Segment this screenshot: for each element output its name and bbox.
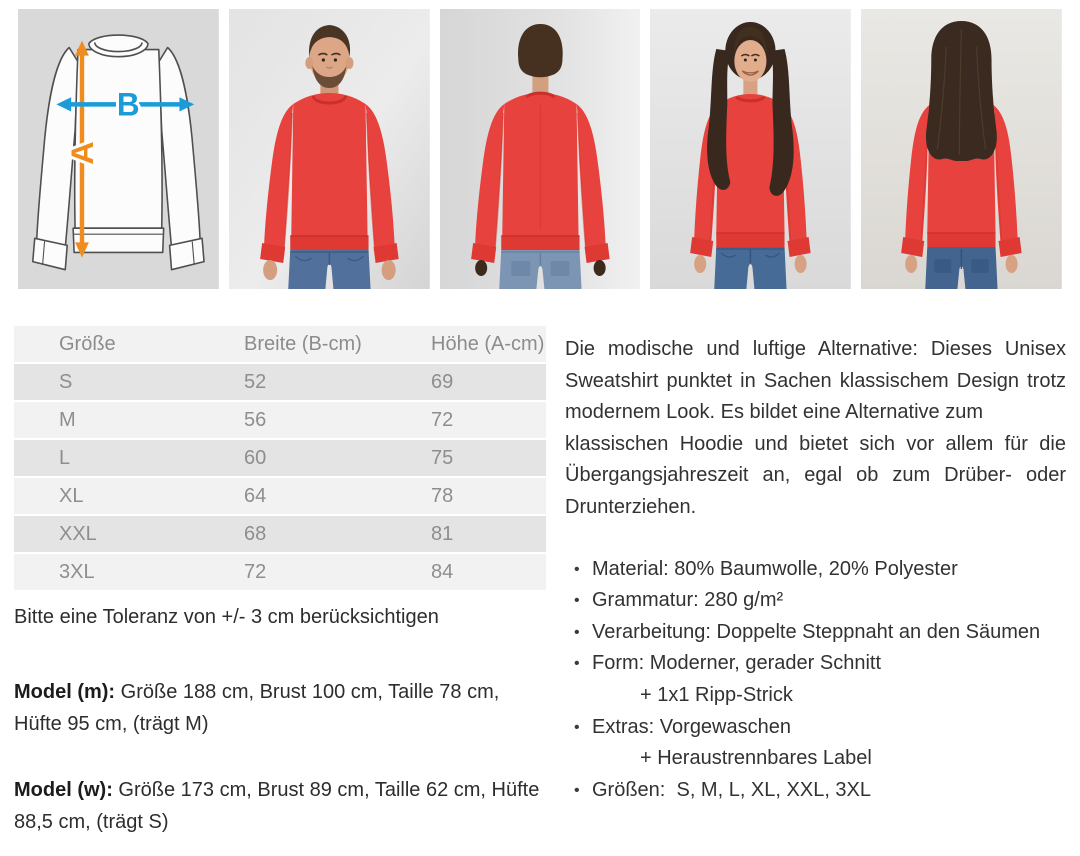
size-chart-row	[14, 364, 546, 402]
width-cell: 56	[244, 402, 431, 440]
feature-text: Form: Moderner, gerader Schnitt	[592, 652, 882, 675]
feature-item	[565, 648, 1066, 711]
width-cell: 60	[244, 440, 431, 478]
height-cell: 78	[431, 478, 546, 516]
width-label: B	[116, 86, 140, 123]
product-image-gallery	[0, 0, 1080, 289]
width-cell: 72	[244, 554, 431, 592]
feature-text: Grammatur: 280 g/m²	[592, 589, 784, 612]
description-line: Sweatshirt punktet in Sachen klassischem Design trotz	[565, 369, 1066, 392]
height-column-header: Höhe (A-cm)	[431, 326, 546, 364]
size-cell: S	[14, 364, 244, 402]
height-cell: 72	[431, 402, 546, 440]
size-cell: XXL	[14, 516, 244, 554]
description-line: Drunterziehen.	[565, 495, 697, 518]
size-info-column	[14, 326, 546, 838]
description-line: Übergangsjahreszeit an, egal ob zum Drüber- oder	[565, 464, 1066, 487]
sweatshirt-outline	[33, 35, 204, 270]
width-cell: 64	[244, 478, 431, 516]
feature-item	[565, 775, 1066, 807]
feature-text: Extras: Vorgewaschen	[592, 715, 791, 738]
height-cell: 84	[431, 554, 546, 592]
feature-text: Verarbeitung: Doppelte Steppnaht an den Säumen	[592, 620, 1041, 643]
size-cell: L	[14, 440, 244, 478]
model-male-label: Model (m):	[14, 681, 116, 703]
height-cell: 69	[431, 364, 546, 402]
model-male-front-graphic	[229, 9, 430, 289]
size-column-header: Größe	[14, 326, 244, 364]
feature-text: Material: 80% Baumwolle, 20% Polyester	[592, 557, 958, 580]
model-female-front-graphic	[650, 9, 851, 289]
tolerance-note: Bitte eine Toleranz von +/- 3 cm berücksichtigen	[14, 606, 439, 628]
size-chart-row	[14, 516, 546, 554]
height-label: A	[64, 141, 100, 165]
description-line: Die modische und luftige Alternative: Dieses Unisex	[565, 338, 1066, 360]
model-male-back-image[interactable]	[440, 9, 641, 289]
size-chart-body	[14, 364, 546, 592]
feature-item	[565, 554, 1066, 586]
size-chart-row	[14, 440, 546, 478]
description-line: modernem Look. Es bildet eine Alternative zum	[565, 401, 983, 424]
size-chart-table	[14, 326, 546, 592]
height-cell: 75	[431, 440, 546, 478]
size-cell: 3XL	[14, 554, 244, 592]
model-male-back-graphic	[440, 9, 641, 289]
feature-item	[565, 617, 1066, 649]
size-diagram-graphic	[18, 9, 219, 289]
size-diagram-image[interactable]	[18, 9, 219, 289]
width-cell: 52	[244, 364, 431, 402]
product-description	[565, 334, 1066, 524]
description-column	[565, 326, 1066, 838]
model-female-front-image[interactable]	[650, 9, 851, 289]
size-chart-row	[14, 402, 546, 440]
size-chart-row	[14, 554, 546, 592]
model-male-details: Größe 188 cm, Brust 100 cm, Taille 78 cm, Hüfte 95 cm, (trägt M)	[14, 681, 500, 735]
feature-extra-line: + 1x1 Ripp-Strick	[640, 683, 793, 706]
model-female-label: Model (w):	[14, 779, 113, 801]
model-female-details: Größe 173 cm, Brust 89 cm, Taille 62 cm, Hüfte 88,5 cm, (trägt S)	[14, 779, 540, 833]
model-male-front-image[interactable]	[229, 9, 430, 289]
feature-text: Größen: S, M, L, XL, XXL, 3XL	[592, 778, 872, 801]
model-female-back-graphic	[861, 9, 1062, 289]
feature-item	[565, 585, 1066, 617]
size-chart-header-row	[14, 326, 546, 364]
height-cell: 81	[431, 516, 546, 554]
product-info-section	[0, 326, 1080, 838]
model-female-back-image[interactable]	[861, 9, 1062, 289]
product-feature-list	[565, 554, 1066, 807]
model-male-measurements	[14, 676, 546, 740]
feature-item	[565, 712, 1066, 775]
width-cell: 68	[244, 516, 431, 554]
model-female-measurements	[14, 774, 546, 838]
size-chart-row	[14, 478, 546, 516]
size-cell: M	[14, 402, 244, 440]
width-column-header: Breite (B-cm)	[244, 326, 431, 364]
description-line: klassischen Hoodie und bietet sich vor allem für die	[565, 432, 1066, 455]
feature-extra-line: + Heraustrennbares Label	[640, 747, 872, 770]
size-cell: XL	[14, 478, 244, 516]
